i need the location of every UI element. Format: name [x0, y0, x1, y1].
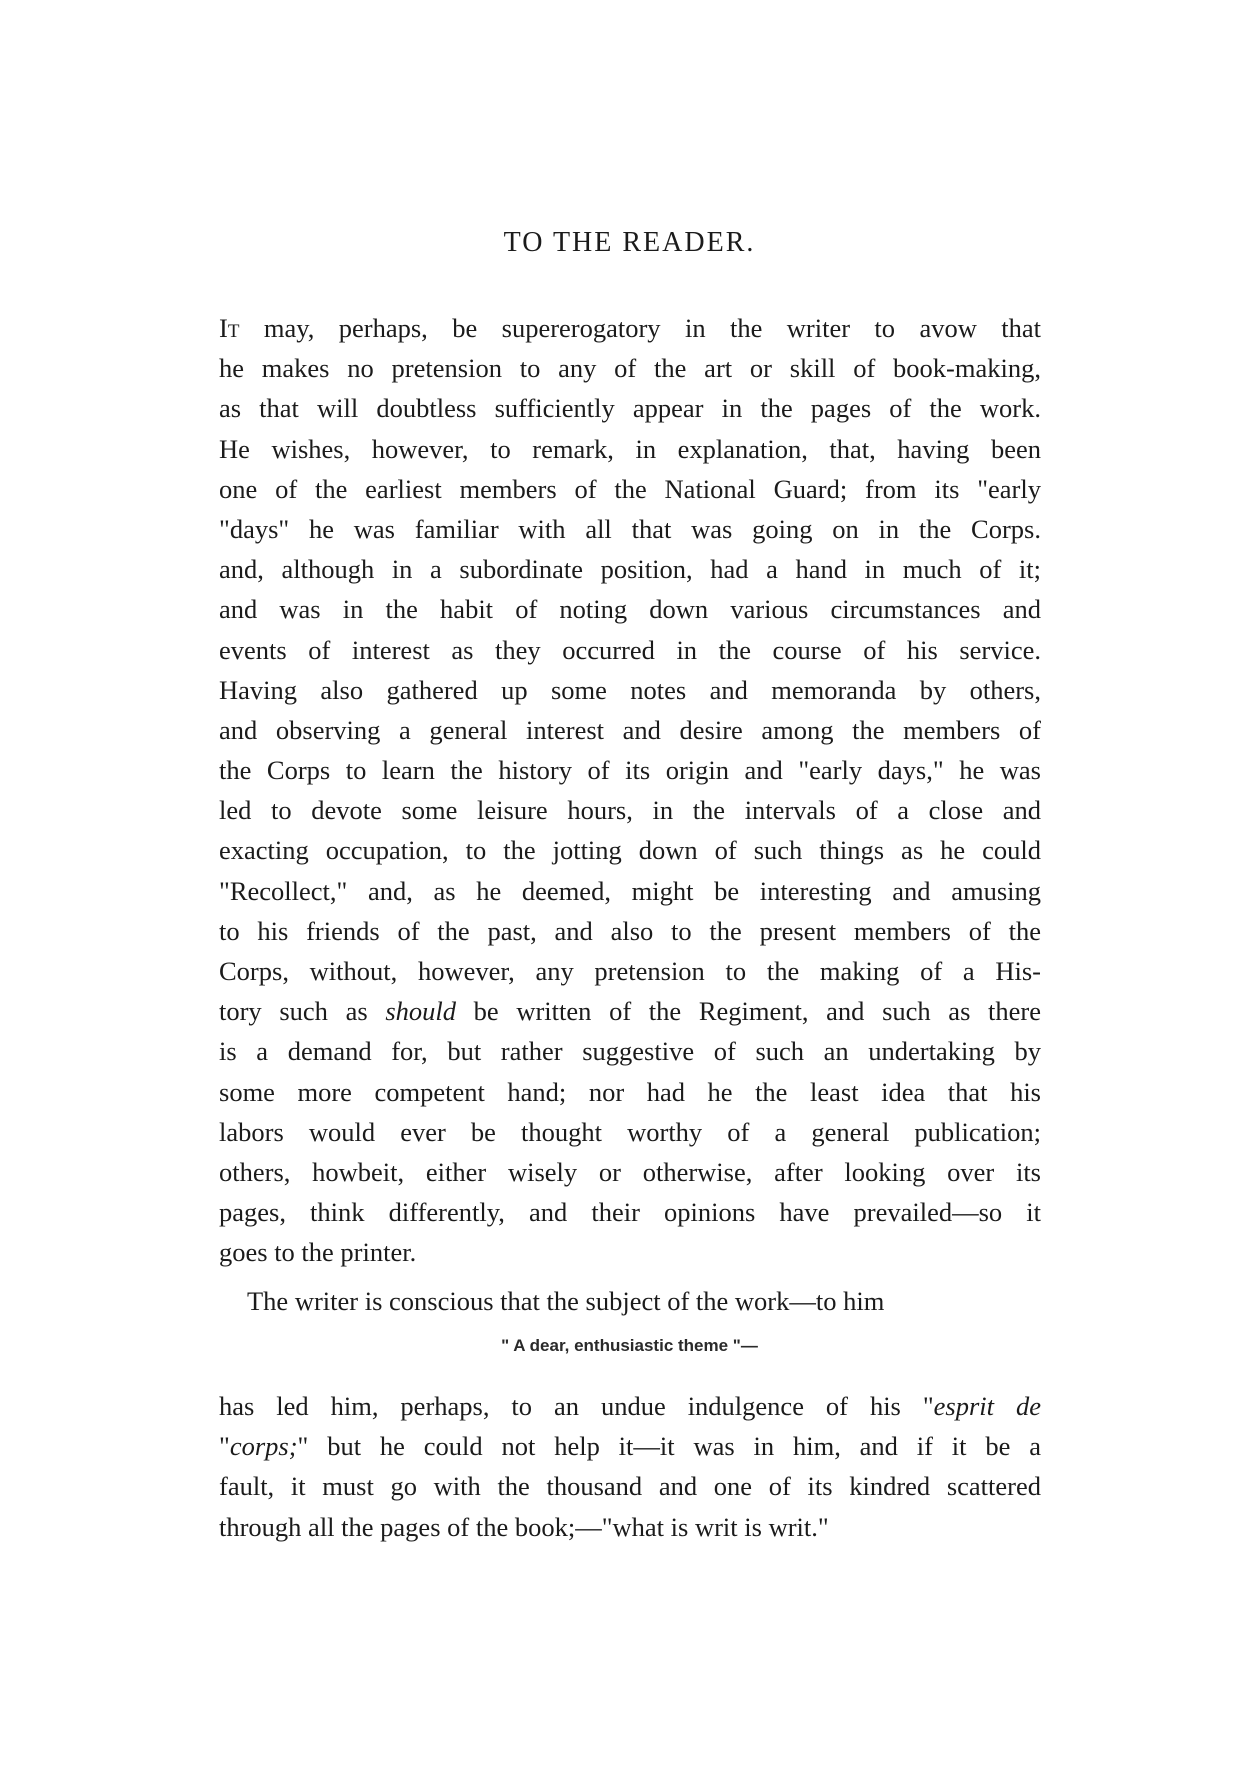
text-line: fault, it must go with the thousand and one of its kindred scattered: [219, 1471, 1041, 1502]
text-line: led to devote some leisure hours, in the intervals of a close and: [219, 795, 1041, 826]
paragraph-3: [219, 1386, 1041, 1547]
text-line: he makes no pretension to any of the art or skill of book-making,: [219, 353, 1041, 384]
text-line: labors would ever be thought worthy of a general publication;: [219, 1116, 1041, 1147]
text-line: exacting occupation, to the jotting down of such things as he could: [219, 835, 1041, 866]
text-line: others, howbeit, either wisely or otherwise, after looking over its: [219, 1156, 1041, 1187]
text-line: and observing a general interest and desire among the members of: [219, 714, 1041, 745]
text-line: "Recollect," and, as he deemed, might be interesting and amusing: [219, 875, 1041, 906]
italic-word: corps;: [229, 1431, 298, 1462]
text-line: He wishes, however, to remark, in explanation, that, having been: [219, 433, 1041, 464]
text-line: events of interest as they occurred in the course of his service.: [219, 634, 1041, 665]
dropcap-word: It: [219, 313, 240, 343]
text-line: It may, perhaps, be supererogatory in the writer to avow that: [219, 313, 1041, 343]
text-line: The writer is conscious that the subject of the work—to him: [247, 1286, 885, 1316]
text-line: pages, think differently, and their opinions have prevailed—so it: [219, 1197, 1041, 1228]
paragraph-1: [219, 308, 1041, 1273]
page-title: TO THE READER.: [503, 227, 756, 258]
text-line: as that will doubtless sufficiently appear in the pages of the work.: [219, 393, 1041, 424]
text-line: tory such as should be written of the Regiment, and such as there: [219, 996, 1042, 1027]
text-line: has led him, perhaps, to an undue indulgence of his "esprit de: [219, 1391, 1041, 1421]
text-line: and was in the habit of noting down various circumstances and: [219, 594, 1041, 625]
text-line: "days" he was familiar with all that was going on in the Corps.: [219, 513, 1041, 544]
text-line: is a demand for, but rather suggestive of such an undertaking by: [219, 1036, 1041, 1067]
text-line: to his friends of the past, and also to the present members of the: [219, 915, 1041, 946]
text-line: one of the earliest members of the National Guard; from its "early: [219, 473, 1041, 504]
text-line: Having also gathered up some notes and memoranda by others,: [219, 674, 1041, 705]
text-line: through all the pages of the book;—"what is writ is writ.": [219, 1511, 829, 1542]
text-line: the Corps to learn the history of its origin and "early days," he was: [219, 755, 1041, 786]
italic-phrase: esprit de: [933, 1391, 1041, 1421]
text-line: Corps, without, however, any pretension to the making of a His-: [219, 956, 1041, 986]
italic-word: should: [385, 996, 457, 1027]
verse-quote: " A dear, enthusiastic theme "—: [501, 1336, 758, 1355]
text-line: some more competent hand; nor had he the least idea that his: [219, 1076, 1041, 1107]
paragraph-2: [219, 1281, 1041, 1321]
text-line: and, although in a subordinate position, had a hand in much of it;: [219, 554, 1041, 585]
text-line: "corps;" but he could not help it—it was in him, and if it be a: [219, 1431, 1041, 1462]
text-line: goes to the printer.: [219, 1237, 417, 1268]
